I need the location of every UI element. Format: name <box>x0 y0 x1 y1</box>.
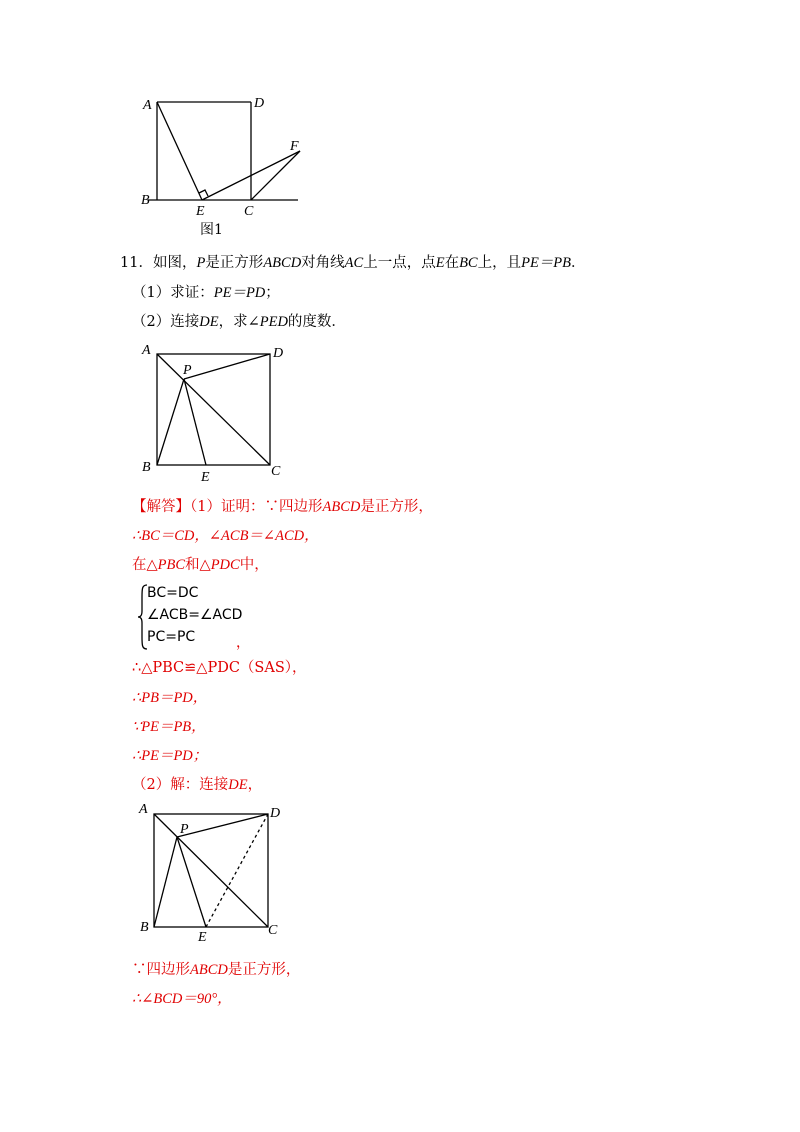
solution-line-9: ∵四边形ABCD是正方形， <box>132 962 301 978</box>
system-eq-3: PC=PC <box>147 629 196 645</box>
solution-line-6: ∵PE＝PB， <box>132 719 206 735</box>
fig3-label-C: C <box>268 923 278 938</box>
figure-3 <box>134 800 294 945</box>
fig3-label-E: E <box>198 930 207 945</box>
fig1-label-B: B <box>141 193 150 208</box>
fig3-label-P: P <box>180 822 189 837</box>
solution-line-10: ∴∠BCD＝90°， <box>132 991 232 1007</box>
fig2-label-A: A <box>142 343 151 358</box>
problem-part-2: （2）连接DE，求∠PED的度数． <box>132 314 346 330</box>
solution-line-3: 在△PBC和△PDC中， <box>132 557 269 573</box>
system-eq-1: BC=DC <box>147 585 199 601</box>
problem-statement: 11．如图，P是正方形ABCD对角线AC上一点，点E在BC上，且PE＝PB． <box>120 255 586 271</box>
solution-line-4: ∴△PBC≌△PDC（SAS）， <box>132 660 307 676</box>
equation-system <box>136 582 276 652</box>
solution-line-7: ∴PE＝PD； <box>132 748 208 764</box>
fig1-label-F: F <box>290 139 299 154</box>
system-comma: ， <box>236 635 250 651</box>
solution-line-2: ∴BC＝CD，∠ACB＝∠ACD， <box>132 528 319 544</box>
fig2-label-P: P <box>183 363 192 378</box>
solution-line-1: 【解答】（1）证明：∵四边形ABCD是正方形， <box>132 499 433 515</box>
system-eq-2: ∠ACB=∠ACD <box>147 607 243 623</box>
figure-1 <box>138 92 308 242</box>
fig2-label-D: D <box>273 346 284 361</box>
fig3-label-A: A <box>139 802 148 817</box>
fig3-label-B: B <box>140 920 149 935</box>
problem-part-1: （1）求证：PE＝PD； <box>132 285 280 301</box>
figure-2-diagram <box>138 340 298 490</box>
fig1-label-C: C <box>244 204 254 219</box>
fig2-label-B: B <box>142 460 151 475</box>
fig2-label-C: C <box>271 464 281 479</box>
fig1-caption: 图1 <box>200 222 223 238</box>
solution-line-8: （2）解：连接DE， <box>132 777 263 793</box>
figure-2 <box>138 340 298 490</box>
fig1-label-D: D <box>254 96 265 111</box>
fig3-label-D: D <box>270 806 281 821</box>
figure-1-diagram <box>138 92 308 242</box>
fig1-label-A: A <box>143 98 152 113</box>
figure-3-diagram <box>134 800 294 945</box>
fig1-label-E: E <box>196 204 205 219</box>
solution-line-5: ∴PB＝PD， <box>132 690 208 706</box>
fig2-label-E: E <box>201 470 210 485</box>
